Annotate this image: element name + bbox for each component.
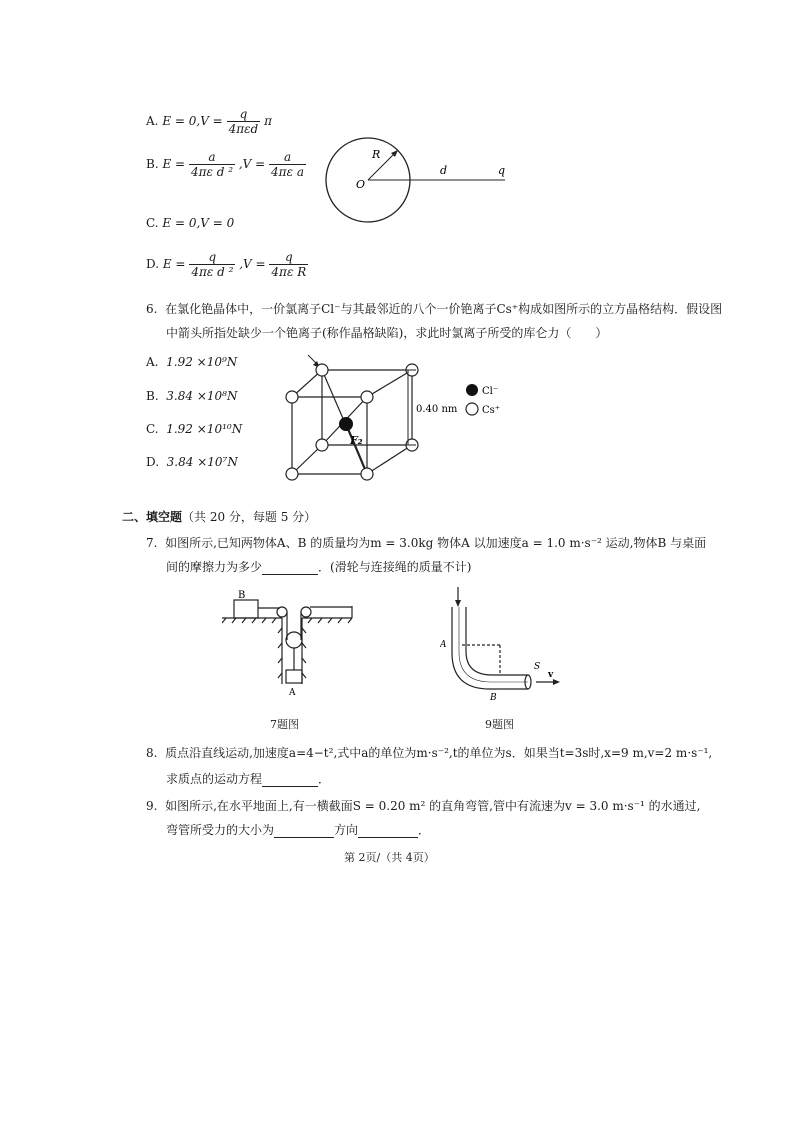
q9-figure-caption: 9题图 (485, 718, 514, 731)
dimension-label: 0.40 nm (416, 404, 458, 415)
outflow-arrow-icon (553, 679, 560, 685)
legend-cs-icon (466, 403, 478, 415)
q9-text-line1: 9. 如图所示,在水平地面上,有一横截面S = 0.20 m² 的直角弯管,管中有流速为v = 3.0 m·s⁻¹ 的水通过, (146, 799, 701, 813)
label-F2: F₂ (350, 434, 363, 447)
q5-option-d: D. E = $\frac{q}{\text{4πε d ²}}$ ,V = $\frac{q}{\text{4πε R}}$ (146, 250, 307, 279)
cs-ion (316, 439, 328, 451)
q9-pipe-figure (440, 585, 570, 705)
label-B: B (238, 590, 246, 601)
q9-direction-blank[interactable] (358, 837, 418, 838)
inflow-arrow-icon (455, 600, 461, 607)
q6-option-d: D. 3.84 ×10⁷N (146, 455, 238, 469)
q7-text-line2: 间的摩擦力为多少 ．(滑轮与连接绳的质量不计) (166, 560, 472, 574)
label-A: A (289, 688, 296, 698)
label-d: d (440, 164, 448, 177)
q5-option-c: C. E = 0,V = 0 (146, 216, 235, 230)
cs-ion (316, 364, 328, 376)
label-q: q (498, 164, 506, 177)
label-v: v (548, 670, 554, 680)
q7-pulley-figure (222, 588, 362, 700)
force-arrow-line (346, 424, 367, 474)
q6-option-b: B. 3.84 ×10⁸N (146, 389, 238, 403)
q7-answer-blank[interactable] (262, 574, 318, 575)
q6-text-line1: 6. 在氯化铯晶体中，一价氯离子Cl⁻与其最邻近的八个一价铯离子Cs⁺构成如图所示的立方晶格结构．假设图 (146, 302, 723, 316)
q5-option-a: A. E = 0,V = $\frac{q}{\text{4πεd}}$ π (146, 107, 272, 136)
q6-option-c: C. 1.92 ×10¹⁰N (146, 422, 243, 436)
label-R: R (372, 148, 381, 161)
q6-text-line2: 中箭头所指处缺少一个铯离子(称作晶格缺陷)，求此时氯离子所受的库仑力（ ） (166, 326, 608, 340)
cl-ion (339, 417, 353, 431)
section-title: 二、填空题（共 20 分，每题 5 分） (122, 510, 317, 524)
q8-text-line1: 8. 质点沿直线运动,加速度a=4−t²,式中a的单位为m·s⁻²,t的单位为s．如果当t=3s时,x=9 m,v=2 m·s⁻¹, (146, 746, 713, 760)
q5-option-b: B. E = $\frac{a}{\text{4πε d ²}}$ ,V = $\frac{a}{\text{4πε a}}$ (146, 150, 304, 179)
q7-text-line1: 7. 如图所示,已知两物体A、B 的质量均为m = 3.0kg 物体A 以加速度a = 1.0 m·s⁻² 运动,物体B 与桌面 (146, 536, 707, 550)
cs-ion (286, 468, 298, 480)
cs-ion (361, 391, 373, 403)
legend-cl-label: Cl⁻ (482, 386, 499, 397)
q5-sphere-figure (320, 128, 520, 238)
label-S: S (534, 662, 541, 672)
legend-cl-icon (466, 384, 478, 396)
q6-option-a: A. 1.92 ×10⁹N (146, 355, 238, 369)
cs-ion (361, 468, 373, 480)
q8-text-line2: 求质点的运动方程 ． (166, 772, 331, 786)
q7-figure-caption: 7题图 (270, 718, 299, 731)
q9-text-line2: 弯管所受力的大小为 方向 ． (166, 823, 431, 837)
label-B: B (490, 693, 497, 703)
cs-ion (286, 391, 298, 403)
q6-lattice-figure (280, 350, 520, 490)
label-O: O (356, 178, 366, 191)
legend-cs-label: Cs⁺ (482, 405, 501, 416)
label-A: A (440, 640, 447, 650)
q8-answer-blank[interactable] (262, 786, 318, 787)
page-footer: 第 2页/（共 4页） (344, 851, 435, 864)
q9-magnitude-blank[interactable] (274, 837, 334, 838)
